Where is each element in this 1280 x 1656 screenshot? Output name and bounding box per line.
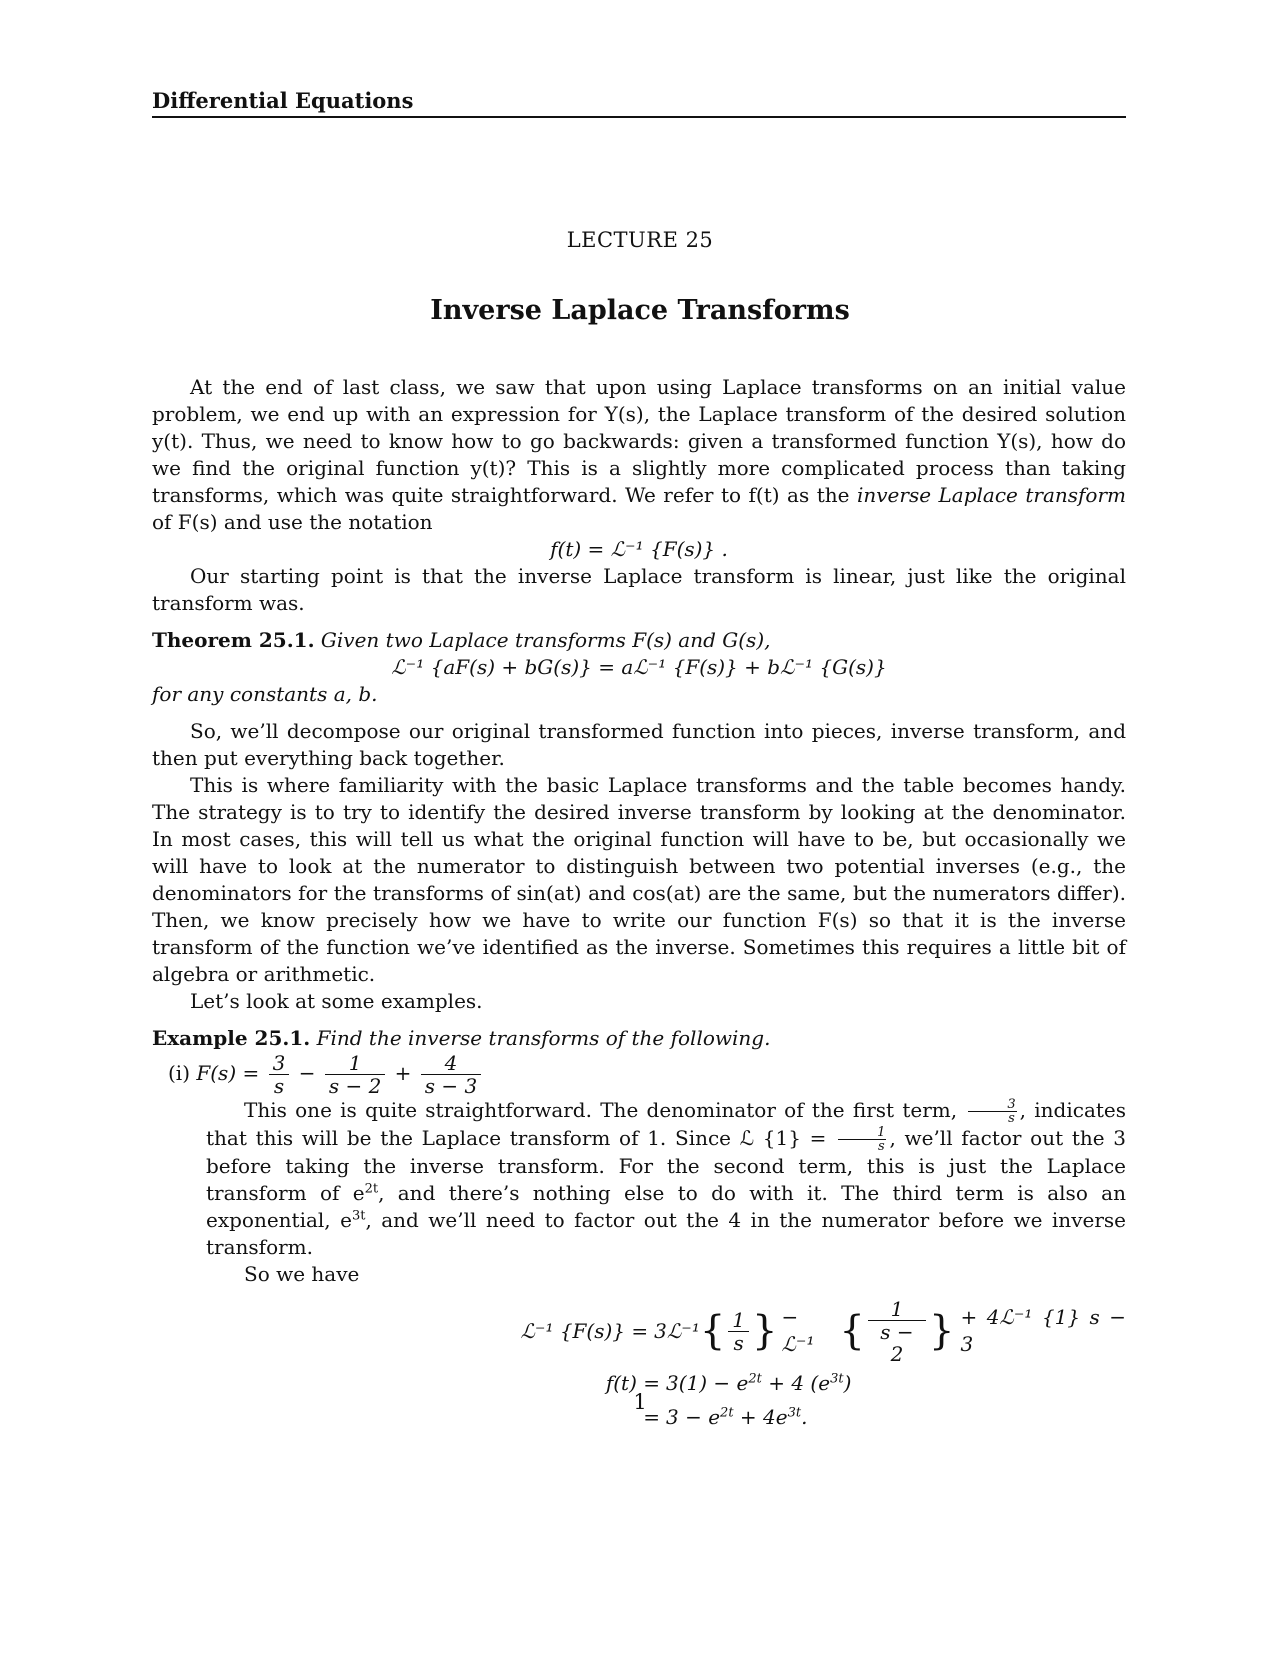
fraction-1-over-s-minus-2	[325, 1052, 385, 1097]
theorem-equation: ℒ⁻¹ {aF(s) + bG(s)} = aℒ⁻¹ {F(s)} + bℒ⁻¹ {G(s)}	[391, 655, 887, 679]
row1-fraction-1-over-s	[728, 1309, 749, 1354]
row2-lhs: f(t) =	[605, 1370, 660, 1395]
lecture-label: LECTURE 25	[566, 228, 714, 252]
inline-fraction-1-over-s	[838, 1126, 886, 1153]
paragraph-4: This is where familiarity with the basic Laplace transforms and the table becomes handy. The strategy is to try to identify the desired inverse transform by looking at the denominator. In most cases, this will tell us what the original function will have to be, but occasionally we will have to look at the numerator to distinguish between two potential inverses (e.g., the denominators for the transforms of sin(at) and cos(at) are the same, but the numerators differ). Then, we know precisely how we have to write our function F(s) so that it is the inverse transform of the function we’ve identified as the inverse. Sometimes this requires a little bit of algebra or arithmetic.	[152, 773, 1126, 986]
item-lhs: F(s) =	[196, 1061, 260, 1085]
row3-part-b: + 4e	[739, 1404, 788, 1429]
theorem-statement: Given two Laplace transforms F(s) and G(s),	[320, 628, 771, 652]
body-text	[152, 374, 1126, 1434]
frac-num: 1	[325, 1052, 385, 1075]
frac-den: s − 2	[328, 1074, 382, 1098]
explanation-part-a: This one is quite straightforward. The denominator of the first term,	[244, 1098, 958, 1122]
example-statement: Find the inverse transforms of the following.	[316, 1026, 771, 1050]
theorem-after: for any constants a, b.	[152, 682, 378, 706]
page-number: 1	[633, 1390, 647, 1414]
running-header: Differential Equations	[152, 88, 414, 113]
operator-plus: +	[394, 1061, 412, 1085]
paragraph-1-italic: inverse Laplace transform	[856, 483, 1126, 507]
row3-lhs: =	[643, 1404, 660, 1429]
operator-minus: −	[298, 1061, 316, 1085]
exponent-3t: 3t	[787, 1404, 802, 1420]
item-label: (i)	[168, 1061, 191, 1085]
fraction-3-over-s	[269, 1052, 290, 1097]
solution-row-1	[352, 1296, 1126, 1366]
row1-term-b: − ℒ⁻¹	[781, 1305, 815, 1356]
example-explanation	[152, 1097, 1126, 1261]
frac-num: 3	[269, 1052, 290, 1075]
row1-fraction-1-over-s-minus-2	[868, 1298, 926, 1365]
example-label: Example 25.1.	[152, 1026, 311, 1050]
row3-part-c: .	[801, 1404, 808, 1429]
left-brace: {	[839, 1308, 865, 1354]
frac-den: s	[733, 1330, 744, 1355]
exponent-2t: 2t	[720, 1404, 734, 1420]
right-brace: }	[752, 1308, 778, 1354]
explanation-part-e: , and we’ll need to factor out the 4 in the numerator before we inverse transform.	[206, 1208, 1126, 1259]
exponent-3t: 3t	[830, 1370, 844, 1386]
row1-term-c: + 4ℒ⁻¹ {1} s − 3	[960, 1305, 1127, 1356]
frac-den: s	[1008, 1111, 1015, 1126]
right-brace: }	[929, 1308, 955, 1354]
exponent-2t: 2t	[748, 1370, 762, 1386]
explanation-part-d: , and there’s nothing else to do with it. The third term is also an exponential, e	[206, 1181, 1126, 1232]
left-brace: {	[699, 1308, 726, 1354]
paragraph-1-text: At the end of last class, we saw that upon using Laplace transforms on an initial value problem, we end up with an expression for Y(s), the Laplace transform of the desired solution y(t). Thus, we need to know how to go backwards: given a transformed function Y(s), how do we find the original function y(t)? This is a slightly more complicated process than taking transforms, which was quite straightforward. We refer to f(t) as the	[152, 375, 1126, 507]
row2-part-a: 3(1) − e	[666, 1370, 749, 1395]
row1-lhs: ℒ⁻¹ {F(s)} =	[520, 1318, 649, 1343]
equation-inverse-definition: f(t) = ℒ⁻¹ {F(s)} .	[550, 537, 728, 561]
row2-part-b: + 4 (e	[768, 1370, 831, 1395]
row1-term-a: 3ℒ⁻¹	[654, 1318, 700, 1343]
frac-den: s	[877, 1139, 885, 1154]
frac-num: 1	[728, 1309, 749, 1332]
exponent-2t: 2t	[364, 1181, 379, 1197]
example-item-i	[152, 1052, 1126, 1097]
frac-num: 1	[838, 1126, 886, 1140]
paragraph-1	[152, 374, 1126, 536]
frac-den: s − 3	[424, 1074, 478, 1098]
frac-den: s − 2	[880, 1319, 914, 1366]
paragraph-3: So, we’ll decompose our original transformed function into pieces, inverse transform, and then put everything back together.	[152, 719, 1126, 770]
paragraph-2: Our starting point is that the inverse Laplace transform is linear, just like the original transform was.	[152, 564, 1126, 615]
page-title: Inverse Laplace Transforms	[430, 295, 850, 326]
header-rule	[152, 116, 1126, 118]
explanation-part-c: , we’ll factor out the 3 before taking the inverse transform. For the second term, this is just the Laplace transform of e	[206, 1126, 1127, 1205]
fraction-4-over-s-minus-3	[421, 1052, 481, 1097]
example-block	[152, 1025, 1126, 1052]
row2-part-c: )	[843, 1370, 852, 1395]
paragraph-1-end: of F(s) and use the notation	[152, 510, 433, 534]
explanation-part-b: , indicates that this will be the Laplace transform of 1. Since ℒ {1} =	[206, 1098, 1127, 1150]
theorem-block	[152, 627, 1126, 654]
frac-num: 3	[968, 1098, 1016, 1112]
inline-fraction-3-over-s	[968, 1098, 1016, 1125]
theorem-label: Theorem 25.1.	[152, 628, 315, 652]
so-we-have: So we have	[244, 1262, 360, 1286]
frac-num: 4	[421, 1052, 481, 1075]
frac-den: s	[273, 1074, 285, 1098]
frac-num: 1	[868, 1298, 926, 1321]
exponent-3t: 3t	[351, 1208, 366, 1224]
row3-part-a: 3 − e	[666, 1404, 721, 1429]
paragraph-5: Let’s look at some examples.	[190, 989, 483, 1013]
